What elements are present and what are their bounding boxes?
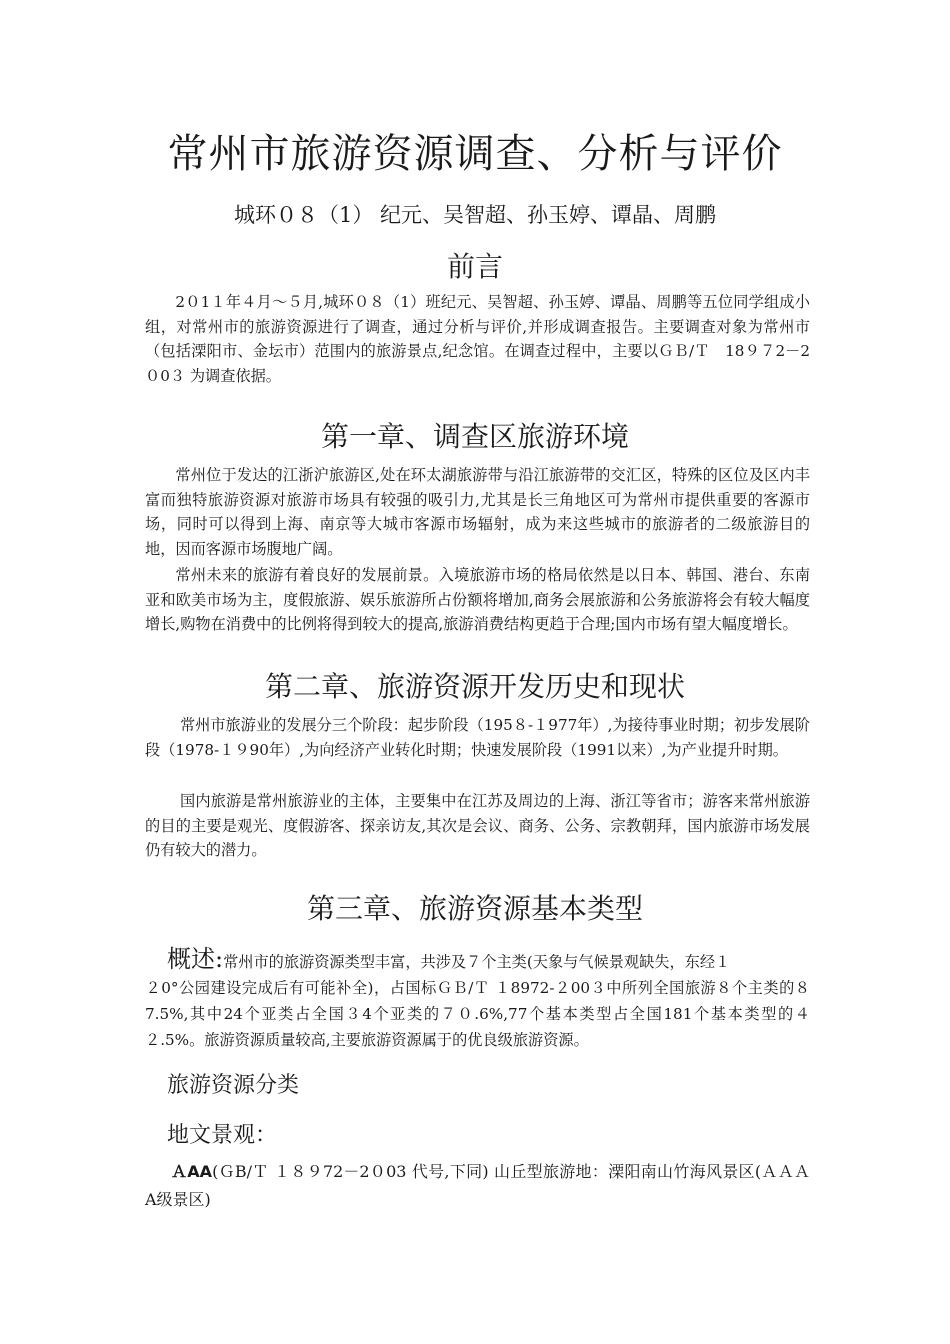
chapter1-heading: 第一章、调查区旅游环境 [320, 420, 629, 453]
chapter2-paragraph-1: 常州市旅游业的发展分三个阶段：起步阶段（195８-１977年）,为接待事业时期；初步发展阶段（1978-１９90年）,为向经济产业转化时期；快速发展阶段（1991以来）,为产业提升时期。 [145, 716, 810, 759]
author-line: 城环０８（1） 纪元、吴智超、孙玉婷、谭晶、周鹏 [233, 203, 717, 227]
landscape-heading: 地文景观： [167, 1123, 278, 1148]
grade-text: (ＧB/Ｔ １８９72－2０03 代号,下同) 山丘型旅游地：溧阳南山竹海风景区(ＡＡＡA级景区) [145, 1162, 810, 1209]
preface-paragraph: 2０1１年４月～５月,城环０８（1）班纪元、吴智超、孙玉婷、谭晶、周鹏等五位同学组成小组，对常州市的旅游资源进行了调查，通过分析与评价,并形成调查报告。主要调查对象为常州市（包括溧阳市、金坛市）范围内的旅游景点,纪念馆。在调查过程中，主要以ＧＢ/Ｔ 18９７2－2０0３ 为调查依据。 [145, 293, 810, 385]
overview-first-line: 常州市的旅游资源类型丰富，共涉及７个主类(天象与气候景观缺失，东经１ [223, 953, 731, 971]
chapter2-heading: 第二章、旅游资源开发历史和现状 [264, 670, 685, 703]
grade-paragraph [145, 1158, 810, 1214]
chapter2-paragraph-2: 国内旅游是常州旅游业的主体，主要集中在江苏及周边的上海、浙江等省市；游客来常州旅游的目的主要是观光、度假游客、探亲访友,其次是会议、商务、公务、宗教朝拜，国内旅游市场发展仍有较大的潜力。 [145, 792, 810, 859]
overview-label: 概述: [167, 945, 224, 973]
preface-heading: 前言 [446, 250, 503, 283]
overview-rest: ２0°公园建设完成后有可能补全)，占国标ＧＢ/Ｔ １8972-２00３中所列全国旅游８个主类的８7.5%,其中24个亚类占全国３4个亚类的７０.6%,77个基本类型占全国181个基本类型的４２.5%。旅游资源质量较高,主要旅游资源属于的优良级旅游资源。 [145, 979, 810, 1049]
document-title: 常州市旅游资源调查、分析与评价 [167, 131, 783, 177]
classification-heading: 旅游资源分类 [167, 1073, 300, 1098]
overview-paragraph [145, 946, 810, 1053]
chapter3-heading: 第三章、旅游资源基本类型 [306, 892, 643, 925]
chapter1-paragraph-1: 常州位于发达的江浙沪旅游区,处在环太湖旅游带与沿江旅游带的交汇区，特殊的区位及区内丰富而独特旅游资源对旅游市场具有较强的吸引力,尤其是长三角地区可为常州市提供重要的客源市场，同时可以得到上海、南京等大城市客源市场辐射，成为来这些城市的旅游者的二级旅游目的地，因而客源市场腹地广阔。 [145, 466, 810, 558]
chapter1-paragraph-2: 常州未来的旅游有着良好的发展前景。入境旅游市场的格局依然是以日本、韩国、港台、东南亚和欧美市场为主，度假旅游、娱乐旅游所占份额将增加,商务会展旅游和公务旅游将会有较大幅度增长,购物在消费中的比例将得到较大的提高,旅游消费结构更趋于合理;国内市场有望大幅度增长。 [145, 566, 810, 633]
grade-code: ＡAA [171, 1162, 213, 1181]
